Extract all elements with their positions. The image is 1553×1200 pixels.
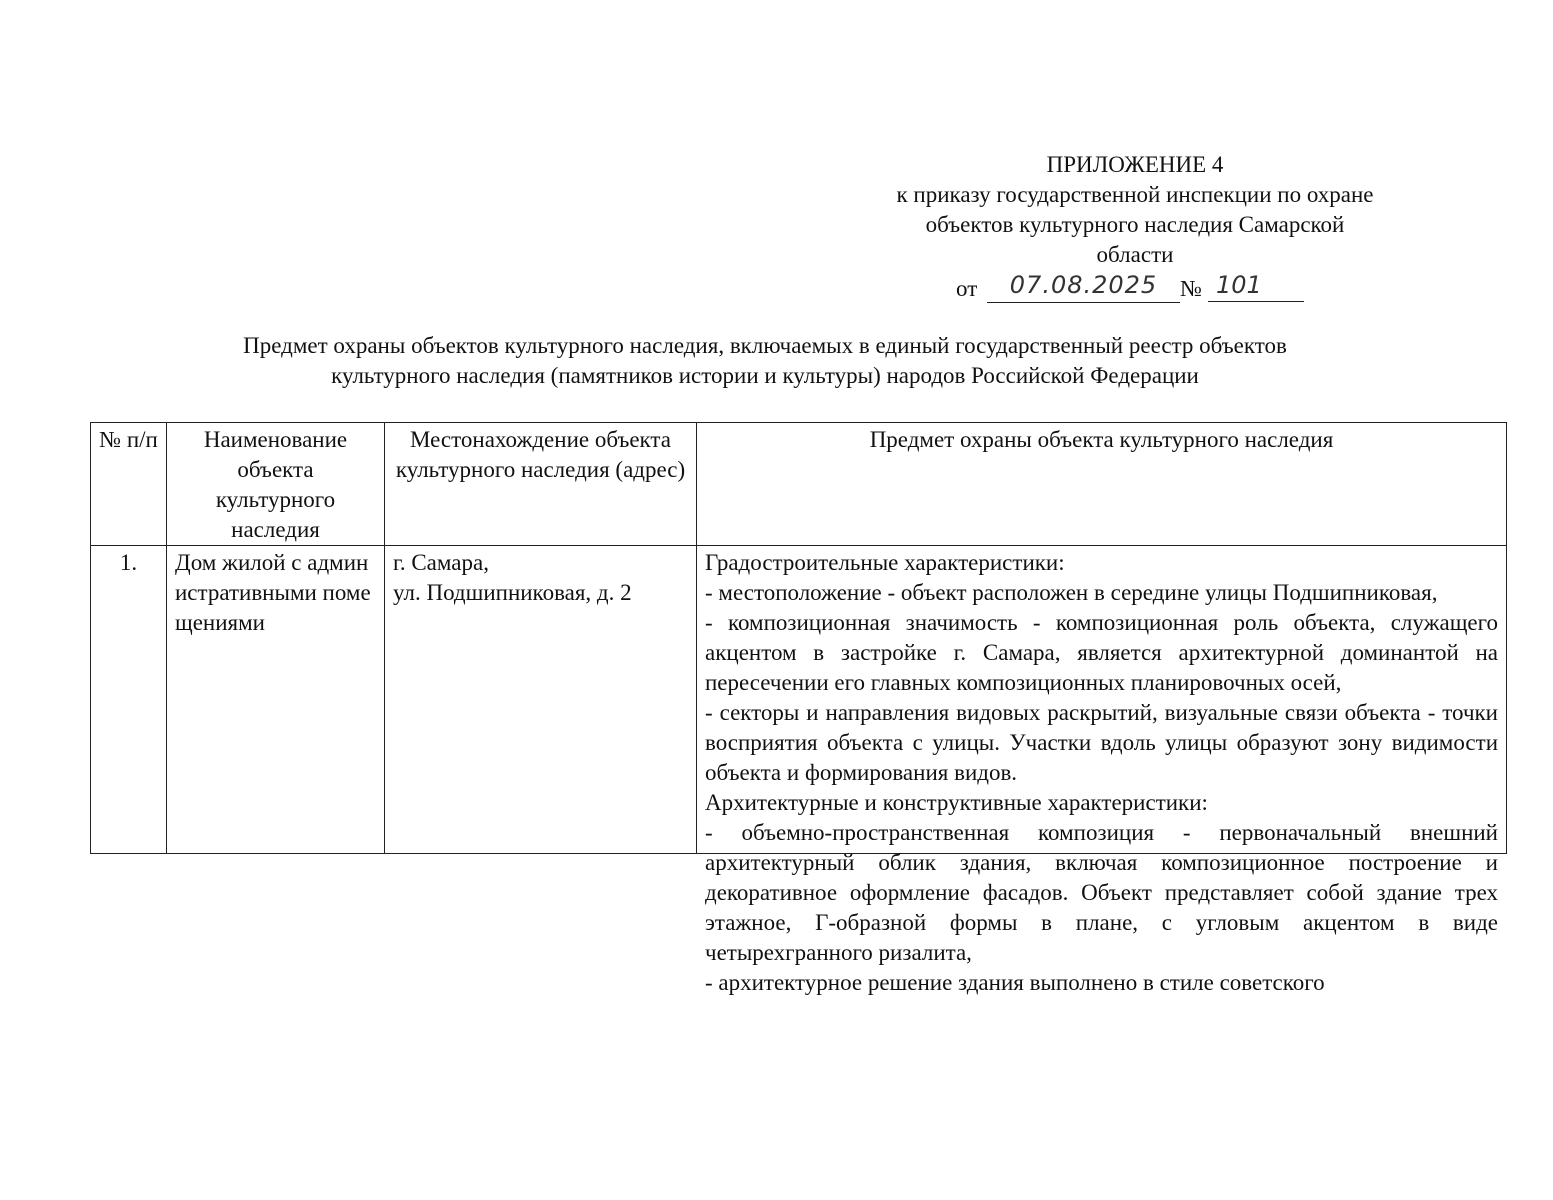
subject-para: - архитектурное решение здания выполнено в стиле советского xyxy=(705,970,1325,995)
appendix-line-1: к приказу государственной инспекции по охране xyxy=(896,182,1374,207)
appendix-header xyxy=(830,150,1440,306)
row-number: 1. xyxy=(91,546,167,854)
subject-para: - объемно-пространственная композиция - первоначальный внешний архитектурный облик здания, включая композиционное построение и декоративное оформление фасадов. Объект представляет собой здание трех этажное, Г-образной формы в плане, с угловым акцентом в виде четырехгранного ризалита, xyxy=(705,820,1498,965)
row-address xyxy=(385,546,697,854)
number-label: № xyxy=(1180,276,1202,301)
row-subject xyxy=(697,546,1507,995)
row-name: Дом жилой с административными помещениями xyxy=(167,546,385,854)
order-date-number xyxy=(830,270,1440,306)
subject-para: Градостроительные характеристики: xyxy=(705,550,1065,575)
heritage-table xyxy=(90,422,1507,995)
header-address: Местонахождение объекта культурного наследия (адрес) xyxy=(385,423,697,546)
subject-para: Архитектурные и конструктивные характеристики: xyxy=(705,790,1208,815)
document-title-line-1: Предмет охраны объектов культурного наследия, включаемых в единый государственный реестр объектов xyxy=(243,333,1287,358)
appendix-line-3: области xyxy=(1096,242,1174,267)
header-number: № п/п xyxy=(91,423,167,546)
subject-para: - местоположение - объект расположен в середине улицы Подшипниковая, xyxy=(705,580,1438,605)
table-row xyxy=(91,546,1507,854)
document-title xyxy=(100,331,1430,391)
subject-text xyxy=(705,548,1498,995)
header-subject: Предмет охраны объекта культурного наследия xyxy=(697,423,1507,546)
appendix-line-2: объектов культурного наследия Самарской xyxy=(925,212,1345,237)
appendix-title: ПРИЛОЖЕНИЕ 4 xyxy=(1046,152,1224,177)
address-line-1: г. Самара, xyxy=(393,550,489,575)
subject-para: - секторы и направления видовых раскрытий, визуальные связи объекта - точки восприятия объекта с улицы. Участки вдоль улицы образуют зону видимости объекта и формирования видов. xyxy=(705,700,1498,785)
order-date: 07.08.2025 xyxy=(987,270,1180,303)
document-title-line-2: культурного наследия (памятников истории и культуры) народов Российской Федерации xyxy=(331,363,1199,388)
order-number: 101 xyxy=(1208,270,1304,302)
from-label: от xyxy=(956,276,978,301)
subject-para: - композиционная значимость - композиционная роль объекта, служащего акцентом в застройке г. Самара, является архитектурной доминантой на пересечении его главных композиционных планировочных осей, xyxy=(705,610,1498,695)
address-line-2: ул. Подшипниковая, д. 2 xyxy=(393,580,632,605)
header-name: Наименование объекта культурного наследия xyxy=(167,423,385,546)
table-header-row xyxy=(91,423,1507,546)
